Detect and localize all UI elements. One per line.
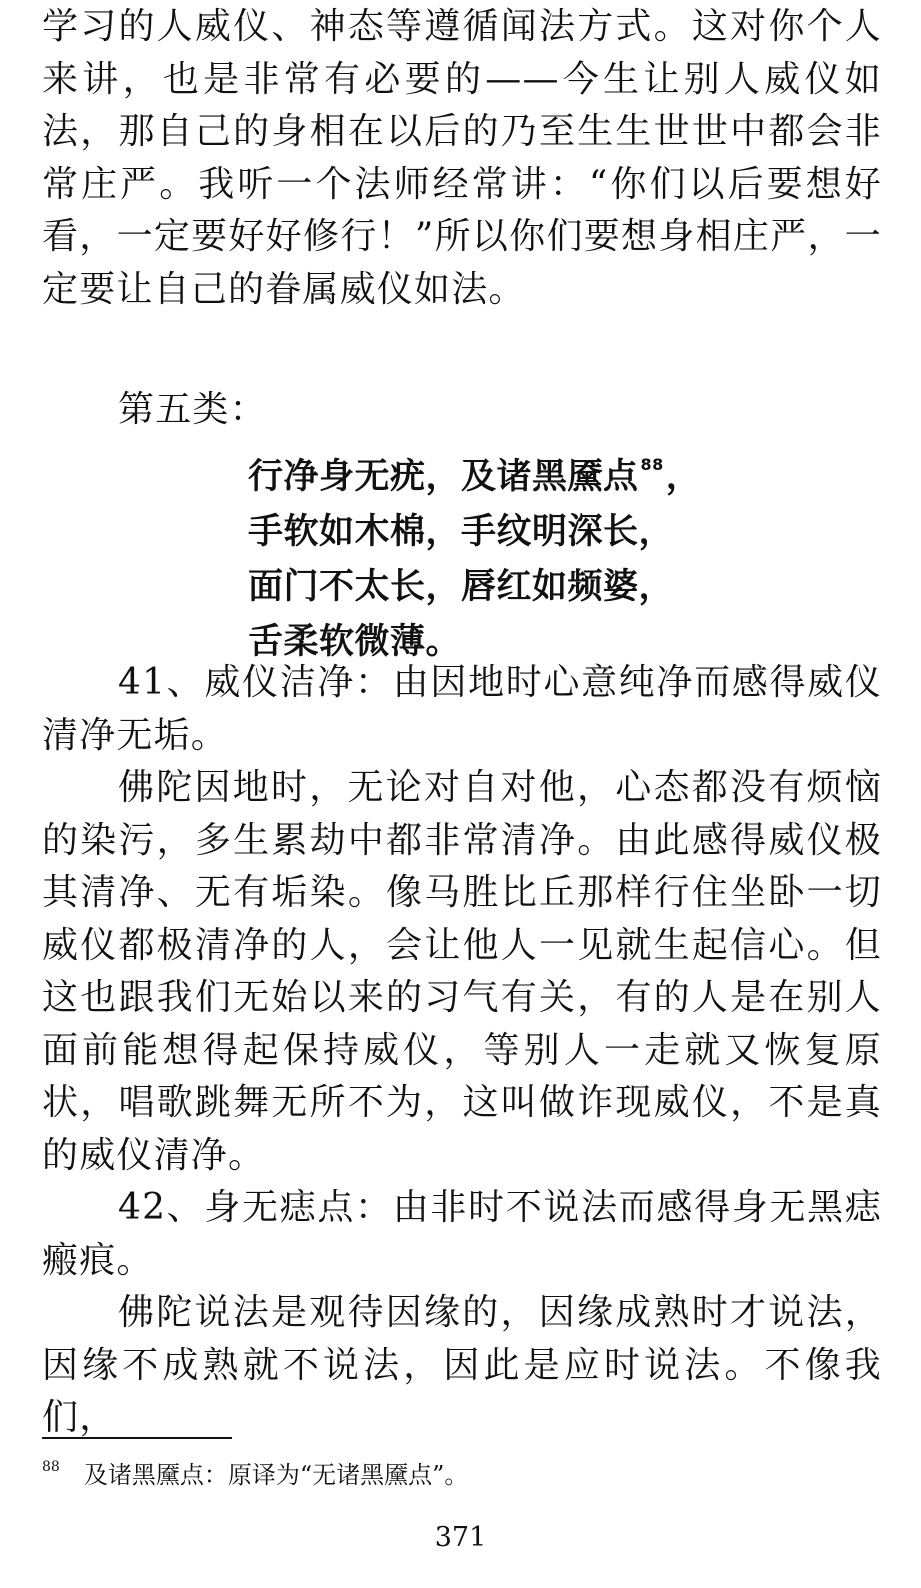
item-41-block	[42, 657, 882, 1182]
page-number: 371	[434, 1522, 487, 1553]
footnote-separator	[42, 1437, 232, 1439]
item-42-heading: 42、身无痣点：由非时不说法而感得身无黑痣瘢痕。	[42, 1187, 882, 1281]
item-42-block	[42, 1182, 882, 1445]
footnote-text: 及诸黑黡点：原译为“无诸黑黡点”。	[83, 1461, 469, 1489]
item-41-heading: 41、威仪洁净：由因地时心意纯净而感得威仪清净无垢。	[42, 662, 882, 756]
item-41-body: 佛陀因地时，无论对自对他，心态都没有烦恼的染污，多生累劫中都非常清净。由此感得威仪极其清净、无有垢染。像马胜比丘那样行住坐卧一切威仪都极清净的人，会让他人一见就生起信心。但这也跟我们无始以来的习气有关，有的人是在别人面前能想得起保持威仪，等别人一走就又恢复原状，唱歌跳舞无所不为，这叫做诈现威仪，不是真的威仪清净。	[42, 767, 882, 1176]
opening-paragraph-block	[42, 1, 882, 316]
section-heading: 第五类：	[118, 389, 267, 430]
verse-line-2: 手软如木棉，手纹明深长，	[248, 512, 675, 552]
verse-line-1: 行净身无疣，及诸黑黡点 $^{88}$，	[248, 455, 702, 497]
verse-line-4: 舌柔软微薄。	[248, 622, 462, 662]
footnote	[42, 1447, 862, 1495]
verse-block	[248, 437, 868, 670]
footnote-reference: 88	[640, 455, 664, 474]
item-42-body: 佛陀说法是观待因缘的，因缘成熟时才说法，因缘不成熟就不说法，因此是应时说法。不像我们，	[42, 1292, 882, 1438]
opening-paragraph: 学习的人威仪、神态等遵循闻法方式。这对你个人来讲，也是非常有必要的——今生让别人威仪如法，那自己的身相在以后的乃至生生世世中都会非常庄严。我听一个法师经常讲：“你们以后要想好看，一定要好好修行！”所以你们要想身相庄严，一定要让自己的眷属威仪如法。	[42, 6, 882, 310]
footnote-mark: 88	[42, 1459, 60, 1475]
section-heading-block	[42, 384, 882, 437]
verse-line-3: 面门不太长，唇红如频婆，	[248, 567, 675, 607]
